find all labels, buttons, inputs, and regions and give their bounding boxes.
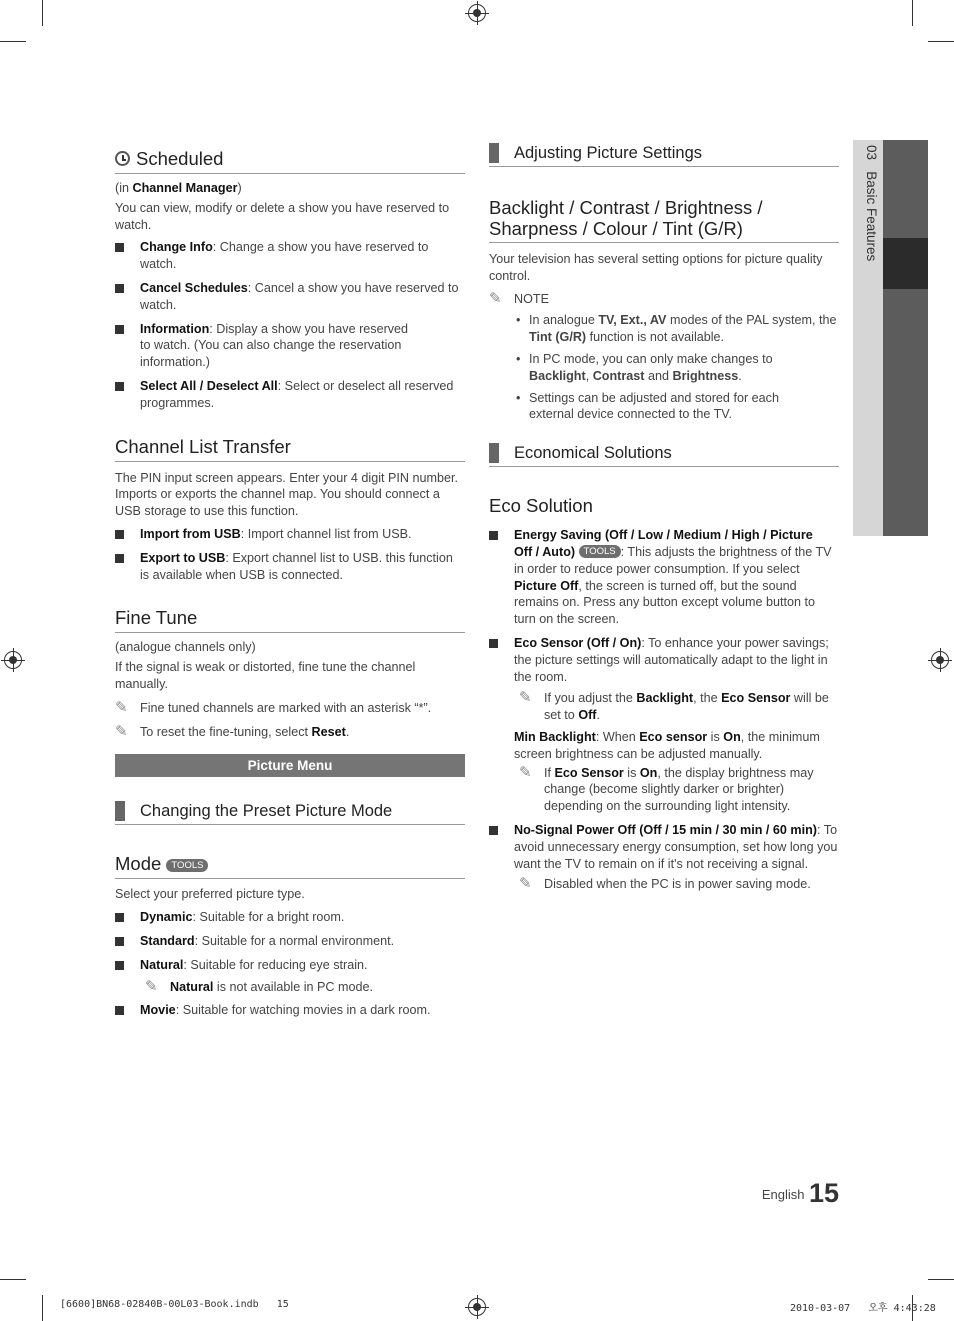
page-number: 15 <box>808 1178 839 1208</box>
scheduled-intro: You can view, modify or delete a show you have reserved to watch. <box>115 200 450 232</box>
print-file-info: [6600]BN68-02840B-00L03-Book.indb 15 <box>60 1299 289 1310</box>
adjusting-heading: Adjusting Picture Settings <box>489 143 839 167</box>
footer-language: English <box>761 1187 805 1202</box>
scheduled-location: (in Channel Manager) <box>115 181 242 195</box>
crop-mark <box>0 41 26 42</box>
square-bullet-icon <box>115 243 124 252</box>
list-item: • In analogue TV, Ext., AV modes of the PAL system, the Tint (G/R) function is not available. <box>516 313 837 345</box>
fine-tune-intro: If the signal is weak or distorted, fine tune the channel manually. <box>115 660 416 691</box>
list-item: Dynamic: Suitable for a bright room. <box>115 909 465 926</box>
square-bullet-icon <box>115 554 124 563</box>
square-bullet-icon <box>115 913 124 922</box>
note-heading: ✎ NOTE <box>489 289 549 307</box>
note: ✎ Fine tuned channels are marked with an asterisk “*”. <box>115 698 432 716</box>
note: ✎ Disabled when the PC is in power saving mode. <box>519 875 811 893</box>
crop-mark <box>928 41 954 42</box>
list-item: Natural: Suitable for reducing eye strain. <box>115 957 465 974</box>
list-item: • Settings can be adjusted and stored for each external device connected to the TV. <box>516 390 779 422</box>
side-tab-dark <box>883 140 928 536</box>
backlight-intro: Your television has several setting options for picture quality control. <box>489 252 823 283</box>
list-item: Information: Display a show you have reserved to watch. (You can also change the reservation information.) <box>115 321 465 371</box>
square-bullet-icon <box>489 826 498 835</box>
pencil-icon: ✎ <box>519 875 532 893</box>
square-bullet-icon <box>489 531 498 540</box>
pencil-icon: ✎ <box>489 289 502 307</box>
economical-heading: Economical Solutions <box>489 443 839 467</box>
square-bullet-icon <box>115 937 124 946</box>
side-tab-label: 03 Basic Features <box>864 145 879 262</box>
eco-title: Eco Solution <box>489 495 593 517</box>
square-bullet-icon <box>115 530 124 539</box>
channel-list-transfer-title: Channel List Transfer <box>115 436 465 462</box>
pencil-icon: ✎ <box>519 689 532 707</box>
picture-menu-band: Picture Menu <box>115 754 465 777</box>
mode-title: Mode TOOLS <box>115 853 465 879</box>
pencil-icon: ✎ <box>115 722 128 740</box>
channel-list-transfer-intro: The PIN input screen appears. Enter your 4 digit PIN number. Imports or exports the channel map. You should connect a USB storage to use this function. <box>115 470 459 519</box>
side-tab-active <box>883 238 928 289</box>
print-date: 2010-03-07 오후 4:43:28 <box>790 1303 936 1314</box>
square-bullet-icon <box>489 639 498 648</box>
crop-mark <box>0 1279 26 1280</box>
tools-icon: TOOLS <box>166 859 208 872</box>
crop-mark <box>42 0 43 26</box>
note: ✎ To reset the fine-tuning, select Reset. <box>115 722 350 740</box>
crop-mark <box>928 1279 954 1280</box>
list-item: Export to USB: Export channel list to USB. this function is available when USB is connected. <box>115 550 465 584</box>
registration-mark-icon <box>468 4 486 22</box>
tools-icon: TOOLS <box>579 545 621 558</box>
list-item: Import from USB: Import channel list from USB. <box>115 526 465 543</box>
crop-mark <box>42 1295 43 1321</box>
heading-bar <box>489 443 499 463</box>
preset-mode-heading: Changing the Preset Picture Mode <box>115 801 465 825</box>
crop-mark <box>912 0 913 26</box>
square-bullet-icon <box>115 284 124 293</box>
right-column <box>489 143 839 893</box>
square-bullet-icon <box>115 325 124 334</box>
page-footer <box>700 1178 839 1209</box>
backlight-title: Backlight / Contrast / Brightness / Sharpness / Colour / Tint (G/R) <box>489 197 839 243</box>
registration-mark-icon <box>468 1298 486 1316</box>
fine-tune-title: Fine Tune <box>115 607 465 633</box>
pencil-icon: ✎ <box>145 977 158 995</box>
scheduled-title: Scheduled <box>115 148 465 174</box>
note-bullets <box>489 312 839 423</box>
list-item: Energy Saving (Off / Low / Medium / High / Picture Off / Auto) TOOLS : This adjusts the brightness of the TV in order to reduce power consumption. If you select Picture Off, the screen is turned off, but the sound remains on. Press any button except volume button to turn on the screen. <box>489 527 839 628</box>
pencil-icon: ✎ <box>519 763 532 781</box>
note: ✎ If you adjust the Backlight, the Eco Sensor will be set to Off. <box>519 689 829 723</box>
pencil-icon: ✎ <box>115 698 128 716</box>
clock-icon <box>115 151 130 166</box>
list-item: Standard: Suitable for a normal environment. <box>115 933 465 950</box>
list-item: Change Info: Change a show you have reserved to watch. <box>115 239 465 273</box>
fine-tune-sub: (analogue channels only) <box>115 640 256 655</box>
square-bullet-icon <box>115 961 124 970</box>
note: ✎ Natural is not available in PC mode. <box>145 977 373 995</box>
square-bullet-icon <box>115 382 124 391</box>
square-bullet-icon <box>115 1006 124 1015</box>
registration-mark-icon <box>931 651 949 669</box>
left-column <box>115 148 465 1019</box>
list-item: Eco Sensor (Off / On): To enhance your power savings; the picture settings will automatically adapt to the light in the room. <box>489 635 839 685</box>
heading-bar <box>489 143 499 163</box>
list-item: Movie: Suitable for watching movies in a dark room. <box>115 1002 465 1019</box>
list-item: No-Signal Power Off (Off / 15 min / 30 min / 60 min): To avoid unnecessary energy consumption, set how long you want the TV to remain on if it's not receiving a signal. <box>489 822 839 872</box>
list-item: • In PC mode, you can only make changes to Backlight, Contrast and Brightness. <box>516 351 773 383</box>
list-item: Select All / Deselect All: Select or deselect all reserved programmes. <box>115 378 465 412</box>
note: ✎ If Eco Sensor is On, the display brightness may change (become slightly darker or brighter) depending on the surrounding light intensity. <box>519 763 814 814</box>
heading-bar <box>115 801 125 821</box>
list-item: Cancel Schedules: Cancel a show you have reserved to watch. <box>115 280 465 314</box>
registration-mark-icon <box>4 651 22 669</box>
min-backlight: Min Backlight: When Eco sensor is On, the minimum screen brightness can be adjusted manually. <box>514 729 820 761</box>
mode-intro: Select your preferred picture type. <box>115 887 305 902</box>
